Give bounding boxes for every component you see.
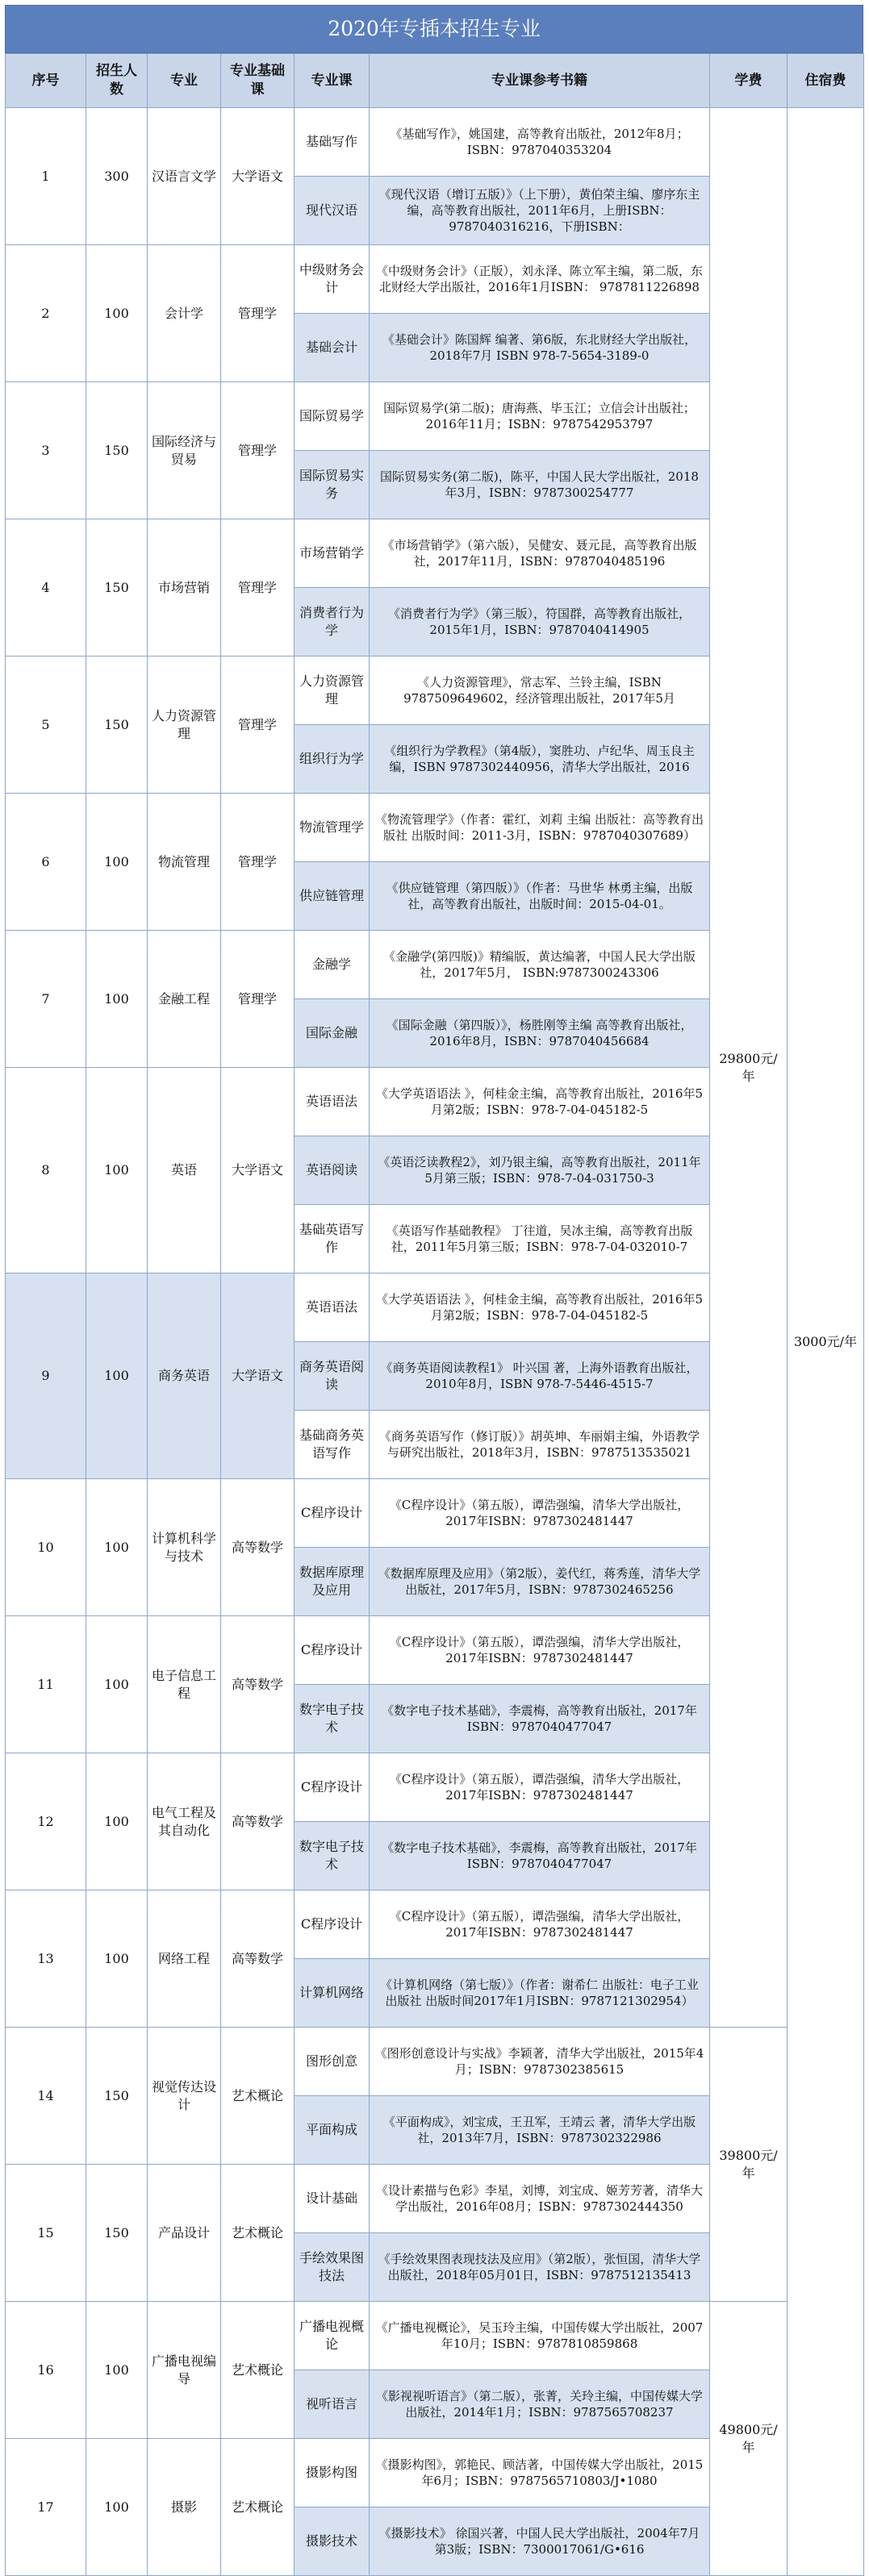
enrollment-count: 100 bbox=[86, 245, 148, 382]
course-name: C程序设计 bbox=[295, 1753, 370, 1822]
course-name: 商务英语阅读 bbox=[295, 1342, 370, 1411]
row-number: 5 bbox=[6, 657, 86, 794]
base-course: 高等数学 bbox=[221, 1479, 295, 1616]
reference-book: 《商务英语阅读教程1》 叶兴国 著，上海外语教育出版社，2010年8月，ISBN 978-7-5446-4515-7 bbox=[370, 1342, 710, 1411]
course-name: 基础商务英语写作 bbox=[295, 1411, 370, 1479]
row-number: 9 bbox=[6, 1273, 86, 1479]
reference-book: 《中级财务会计》（正版），刘永泽、陈立军主编，第二版，东北财经大学出版社，2016年1月ISBN： 9787811226898 bbox=[370, 245, 710, 314]
reference-book: 国际贸易实务(第二版)，陈平，中国人民大学出版社，2018年3月，ISBN：9787300254777 bbox=[370, 451, 710, 519]
course-name: 市场营销学 bbox=[295, 519, 370, 588]
row-number: 11 bbox=[6, 1616, 86, 1753]
enrollment-count: 100 bbox=[86, 1753, 148, 1890]
major-name: 商务英语 bbox=[148, 1273, 221, 1479]
reference-book: 《数字电子技术基础》，李震梅，高等教育出版社，2017年ISBN：9787040477047 bbox=[370, 1685, 710, 1753]
enrollment-count: 100 bbox=[86, 1616, 148, 1753]
reference-book: 《商务英语写作（修订版）》胡英坤、车丽娟主编，外语教学与研究出版社，2018年3月，ISBN：9787513535021 bbox=[370, 1411, 710, 1479]
row-number: 13 bbox=[6, 1890, 86, 2028]
majors-table bbox=[5, 53, 864, 2576]
reference-book: 《英语泛读教程2》，刘乃银主编，高等教育出版社，2011年5月第三版；ISBN：978-7-04-031750-3 bbox=[370, 1136, 710, 1205]
base-course: 管理学 bbox=[221, 245, 295, 382]
major-name: 摄影 bbox=[148, 2439, 221, 2576]
course-name: C程序设计 bbox=[295, 1890, 370, 1959]
course-name: 数据库原理及应用 bbox=[295, 1548, 370, 1616]
course-name: 消费者行为学 bbox=[295, 588, 370, 657]
course-name: 设计基础 bbox=[295, 2165, 370, 2233]
row-number: 8 bbox=[6, 1068, 86, 1273]
course-name: 摄影构图 bbox=[295, 2439, 370, 2507]
reference-book: 《C程序设计》（第五版），谭浩强编，清华大学出版社，2017年ISBN：9787302481447 bbox=[370, 1890, 710, 1959]
row-number: 14 bbox=[6, 2028, 86, 2165]
row-number: 10 bbox=[6, 1479, 86, 1616]
major-name: 广播电视编导 bbox=[148, 2302, 221, 2439]
major-name: 电子信息工程 bbox=[148, 1616, 221, 1753]
enrollment-count: 150 bbox=[86, 519, 148, 657]
course-name: 手绘效果图技法 bbox=[295, 2233, 370, 2302]
column-header: 学费 bbox=[710, 54, 788, 108]
base-course: 管理学 bbox=[221, 519, 295, 657]
reference-book: 《C程序设计》（第五版），谭浩强编，清华大学出版社，2017年ISBN：9787302481447 bbox=[370, 1753, 710, 1822]
reference-book: 国际贸易学(第二版)；唐海燕、毕玉江；立信会计出版社；2016年11月；ISBN：9787542953797 bbox=[370, 382, 710, 451]
reference-book: 《组织行为学教程》（第4版），窦胜功、卢纪华、周玉良主编，ISBN 9787302440956，清华大学出版社，2016 bbox=[370, 725, 710, 794]
course-name: 图形创意 bbox=[295, 2028, 370, 2096]
page-title: 2020年专插本招生专业 bbox=[5, 5, 863, 53]
enrollment-count: 100 bbox=[86, 931, 148, 1068]
major-name: 汉语言文学 bbox=[148, 108, 221, 245]
major-name: 网络工程 bbox=[148, 1890, 221, 2028]
reference-book: 《英语写作基础教程》 丁往道，吴冰主编，高等教育出版社，2011年5月第三版；ISBN：978-7-04-032010-7 bbox=[370, 1205, 710, 1273]
reference-book: 《图形创意设计与实战》李颖著，清华大学出版社，2015年4月；ISBN：9787302385615 bbox=[370, 2028, 710, 2096]
base-course: 大学语文 bbox=[221, 108, 295, 245]
major-name: 物流管理 bbox=[148, 794, 221, 931]
row-number: 2 bbox=[6, 245, 86, 382]
course-name: 国际贸易实务 bbox=[295, 451, 370, 519]
major-name: 市场营销 bbox=[148, 519, 221, 657]
page bbox=[5, 5, 863, 2576]
column-header: 专业课 bbox=[295, 54, 370, 108]
enrollment-count: 150 bbox=[86, 2028, 148, 2165]
reference-book: 《市场营销学》（第六版），吴健安、聂元昆，高等教育出版社，2017年11月，ISBN：9787040485196 bbox=[370, 519, 710, 588]
reference-book: 《手绘效果图表现技法及应用》（第2版），张恒国，清华大学出版社，2018年05月01日，ISBN：9787512135413 bbox=[370, 2233, 710, 2302]
enrollment-count: 300 bbox=[86, 108, 148, 245]
base-course: 艺术概论 bbox=[221, 2028, 295, 2165]
reference-book: 《国际金融（第四版）》，杨胜刚等主编 高等教育出版社，2016年8月，ISBN：9787040456684 bbox=[370, 999, 710, 1068]
base-course: 高等数学 bbox=[221, 1753, 295, 1890]
base-course: 高等数学 bbox=[221, 1890, 295, 2028]
reference-book: 《现代汉语（增订五版）》（上下册），黄伯荣主编、廖序东主编，高等教育出版社，2011年6月，上册ISBN：9787040316216，下册ISBN： bbox=[370, 177, 710, 245]
course-name: 国际贸易学 bbox=[295, 382, 370, 451]
reference-book: 《广播电视概论》，吴玉玲主编，中国传媒大学出版社，2007年10月；ISBN：9787810859868 bbox=[370, 2302, 710, 2370]
tuition-fee: 39800元/年 bbox=[710, 2028, 788, 2302]
reference-book: 《摄影构图》，郭艳民、顾洁著，中国传媒大学出版社，2015年6月；ISBN：9787565710803/J•1080 bbox=[370, 2439, 710, 2507]
course-name: C程序设计 bbox=[295, 1479, 370, 1548]
enrollment-count: 100 bbox=[86, 1273, 148, 1479]
row-number: 4 bbox=[6, 519, 86, 657]
reference-book: 《影视视听语言》（第二版），张菁，关玲主编，中国传媒大学出版社，2014年1月；ISBN：9787565708237 bbox=[370, 2370, 710, 2439]
course-name: 广播电视概论 bbox=[295, 2302, 370, 2370]
major-name: 英语 bbox=[148, 1068, 221, 1273]
base-course: 艺术概论 bbox=[221, 2302, 295, 2439]
reference-book: 《消费者行为学》（第三版），符国群，高等教育出版社，2015年1月，ISBN：9787040414905 bbox=[370, 588, 710, 657]
base-course: 高等数学 bbox=[221, 1616, 295, 1753]
base-course: 管理学 bbox=[221, 382, 295, 519]
enrollment-count: 100 bbox=[86, 2302, 148, 2439]
base-course: 管理学 bbox=[221, 657, 295, 794]
reference-book: 《计算机网络（第七版）》（作者：谢希仁 出版社：电子工业出版社 出版时间2017年1月ISBN：9787121302954） bbox=[370, 1959, 710, 2028]
major-name: 会计学 bbox=[148, 245, 221, 382]
base-course: 艺术概论 bbox=[221, 2439, 295, 2576]
reference-book: 《大学英语语法 》，何桂金主编，高等教育出版社，2016年5月第2版；ISBN：978-7-04-045182-5 bbox=[370, 1068, 710, 1136]
course-name: 数字电子技术 bbox=[295, 1685, 370, 1753]
table-row bbox=[6, 108, 864, 177]
course-name: 供应链管理 bbox=[295, 862, 370, 931]
course-name: 基础英语写作 bbox=[295, 1205, 370, 1273]
enrollment-count: 100 bbox=[86, 794, 148, 931]
row-number: 6 bbox=[6, 794, 86, 931]
enrollment-count: 100 bbox=[86, 1068, 148, 1273]
table-row bbox=[6, 2302, 864, 2370]
column-header: 专业基础课 bbox=[221, 54, 295, 108]
reference-book: 《基础写作》，姚国建，高等教育出版社，2012年8月；ISBN：9787040353204 bbox=[370, 108, 710, 177]
major-name: 产品设计 bbox=[148, 2165, 221, 2302]
reference-book: 《人力资源管理》，常志军、兰铃主编，ISBN 9787509649602，经济管理出版社，2017年5月 bbox=[370, 657, 710, 725]
reference-book: 《数字电子技术基础》，李震梅，高等教育出版社，2017年ISBN：9787040477047 bbox=[370, 1822, 710, 1890]
tuition-fee: 29800元/年 bbox=[710, 108, 788, 2028]
course-name: 基础写作 bbox=[295, 108, 370, 177]
table-row bbox=[6, 2028, 864, 2096]
course-name: 英语语法 bbox=[295, 1068, 370, 1136]
course-name: 基础会计 bbox=[295, 314, 370, 382]
row-number: 12 bbox=[6, 1753, 86, 1890]
reference-book: 《金融学(第四版)》精编版，黄达编著，中国人民大学出版社，2017年5月， ISBN:9787300243306 bbox=[370, 931, 710, 999]
enrollment-count: 100 bbox=[86, 1890, 148, 2028]
base-course: 大学语文 bbox=[221, 1068, 295, 1273]
course-name: C程序设计 bbox=[295, 1616, 370, 1685]
major-name: 电气工程及其自动化 bbox=[148, 1753, 221, 1890]
course-name: 金融学 bbox=[295, 931, 370, 999]
column-header: 专业 bbox=[148, 54, 221, 108]
column-header: 序号 bbox=[6, 54, 86, 108]
enrollment-count: 150 bbox=[86, 2165, 148, 2302]
major-name: 国际经济与贸易 bbox=[148, 382, 221, 519]
row-number: 16 bbox=[6, 2302, 86, 2439]
enrollment-count: 100 bbox=[86, 1479, 148, 1616]
row-number: 1 bbox=[6, 108, 86, 245]
tuition-fee: 49800元/年 bbox=[710, 2302, 788, 2576]
row-number: 7 bbox=[6, 931, 86, 1068]
reference-book: 《基础会计》陈国辉 编著、第6版，东北财经大学出版社，2018年7月 ISBN 978-7-5654-3189-0 bbox=[370, 314, 710, 382]
reference-book: 《摄影技术》 徐国兴著，中国人民大学出版社，2004年7月第3版；ISBN：7300017061/G•616 bbox=[370, 2507, 710, 2576]
base-course: 管理学 bbox=[221, 794, 295, 931]
row-number: 3 bbox=[6, 382, 86, 519]
reference-book: 《物流管理学》（作者：霍红，刘莉 主编 出版社：高等教育出版社 出版时间：2011-3月，ISBN：9787040307689） bbox=[370, 794, 710, 862]
course-name: 摄影技术 bbox=[295, 2507, 370, 2576]
reference-book: 《C程序设计》（第五版），谭浩强编，清华大学出版社，2017年ISBN：9787302481447 bbox=[370, 1616, 710, 1685]
course-name: 英语阅读 bbox=[295, 1136, 370, 1205]
enrollment-count: 150 bbox=[86, 382, 148, 519]
reference-book: 《C程序设计》（第五版），谭浩强编，清华大学出版社，2017年ISBN：9787302481447 bbox=[370, 1479, 710, 1548]
column-header: 专业课参考书籍 bbox=[370, 54, 710, 108]
major-name: 人力资源管理 bbox=[148, 657, 221, 794]
reference-book: 《大学英语语法 》，何桂金主编，高等教育出版社，2016年5月第2版；ISBN：978-7-04-045182-5 bbox=[370, 1273, 710, 1342]
course-name: 组织行为学 bbox=[295, 725, 370, 794]
enrollment-count: 100 bbox=[86, 2439, 148, 2576]
column-header: 住宿费 bbox=[788, 54, 864, 108]
course-name: 国际金融 bbox=[295, 999, 370, 1068]
dorm-fee: 3000元/年 bbox=[788, 108, 864, 2576]
reference-book: 《数据库原理及应用》（第2版），姜代红，蒋秀莲，清华大学出版社，2017年5月，ISBN：9787302465256 bbox=[370, 1548, 710, 1616]
base-course: 艺术概论 bbox=[221, 2165, 295, 2302]
course-name: 物流管理学 bbox=[295, 794, 370, 862]
base-course: 大学语文 bbox=[221, 1273, 295, 1479]
course-name: 人力资源管理 bbox=[295, 657, 370, 725]
enrollment-count: 150 bbox=[86, 657, 148, 794]
major-name: 视觉传达设计 bbox=[148, 2028, 221, 2165]
reference-book: 《设计素描与色彩》李星，刘博，刘宝成、姬芳芳著，清华大学出版社，2016年08月；ISBN：9787302444350 bbox=[370, 2165, 710, 2233]
base-course: 管理学 bbox=[221, 931, 295, 1068]
course-name: 英语语法 bbox=[295, 1273, 370, 1342]
major-name: 金融工程 bbox=[148, 931, 221, 1068]
course-name: 数字电子技术 bbox=[295, 1822, 370, 1890]
course-name: 视听语言 bbox=[295, 2370, 370, 2439]
course-name: 现代汉语 bbox=[295, 177, 370, 245]
row-number: 15 bbox=[6, 2165, 86, 2302]
reference-book: 《平面构成》，刘宝成，王丑军，王靖云 著，清华大学出版社，2013年7月，ISBN：9787302322986 bbox=[370, 2096, 710, 2165]
row-number: 17 bbox=[6, 2439, 86, 2576]
major-name: 计算机科学与技术 bbox=[148, 1479, 221, 1616]
course-name: 中级财务会计 bbox=[295, 245, 370, 314]
column-header: 招生人数 bbox=[86, 54, 148, 108]
reference-book: 《供应链管理（第四版）》（作者：马世华 林勇主编，出版社，高等教育出版社，出版时间：2015-04-01。 bbox=[370, 862, 710, 931]
course-name: 计算机网络 bbox=[295, 1959, 370, 2028]
course-name: 平面构成 bbox=[295, 2096, 370, 2165]
